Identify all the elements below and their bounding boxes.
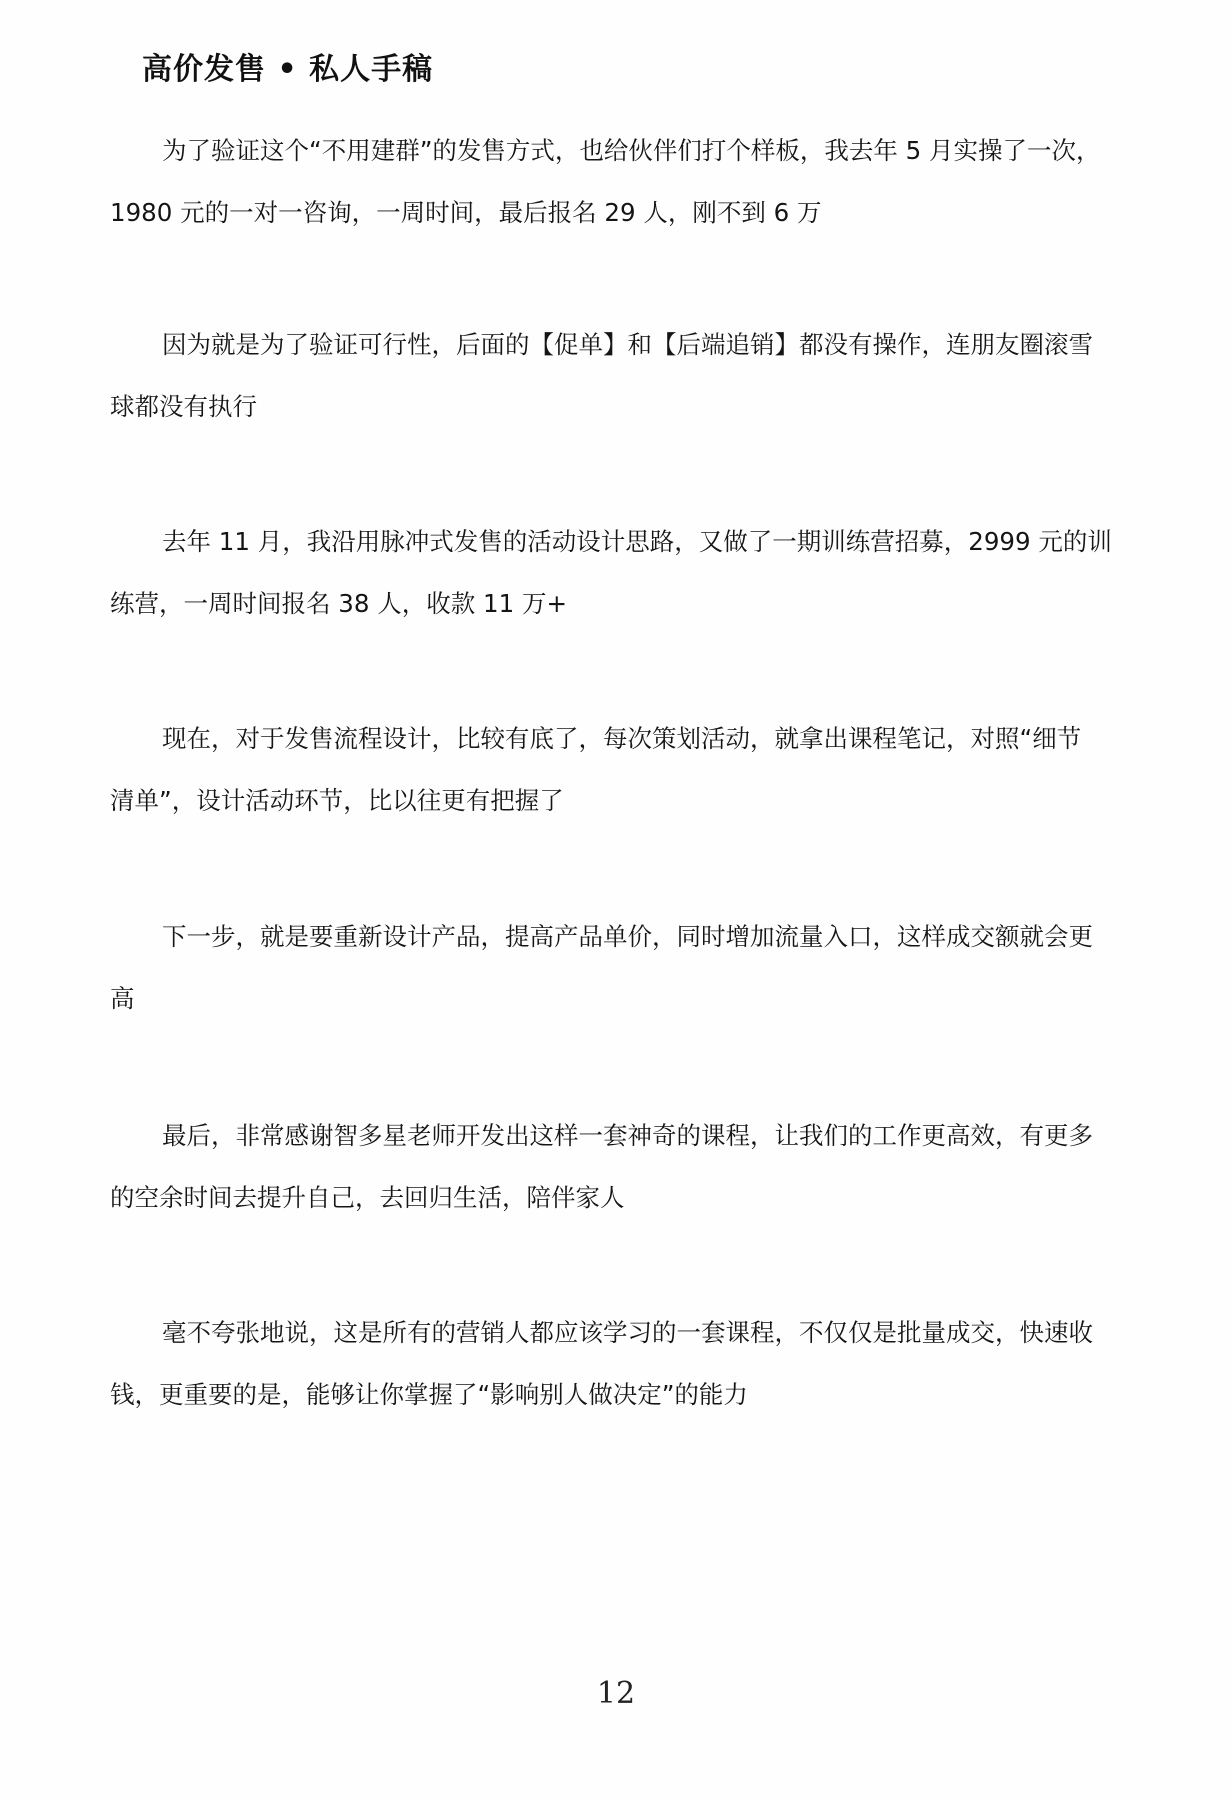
paragraph-line: 为了验证这个“不用建群”的发售方式，也给伙伴们打个样板，我去年 5 月实操了一次， bbox=[162, 136, 1101, 165]
paragraph-1 bbox=[110, 120, 1146, 244]
paragraph-line: 的空余时间去提升自己，去回归生活，陪伴家人 bbox=[110, 1183, 625, 1212]
paragraph-line: 最后，非常感谢智多星老师开发出这样一套神奇的课程，让我们的工作更高效，有更多 bbox=[162, 1121, 1093, 1150]
paragraph-line: 去年 11 月，我沿用脉冲式发售的活动设计思路，又做了一期训练营招募，2999 元的训 bbox=[162, 527, 1112, 556]
paragraph-line: 现在，对于发售流程设计，比较有底了，每次策划活动，就拿出课程笔记，对照“细节 bbox=[162, 724, 1082, 753]
paragraph-line: 因为就是为了验证可行性，后面的【促单】和【后端追销】都没有操作，连朋友圈滚雪 bbox=[162, 330, 1093, 359]
page-number: 12 bbox=[596, 1676, 636, 1711]
paragraph-7 bbox=[110, 1302, 1146, 1426]
paragraph-6 bbox=[110, 1105, 1146, 1229]
paragraph-line: 球都没有执行 bbox=[110, 392, 257, 421]
paragraph-line: 下一步，就是要重新设计产品，提高产品单价，同时增加流量入口，这样成交额就会更 bbox=[162, 922, 1093, 951]
paragraph-line: 毫不夸张地说，这是所有的营销人都应该学习的一套课程，不仅仅是批量成交，快速收 bbox=[162, 1318, 1093, 1347]
paragraph-4 bbox=[110, 708, 1146, 832]
paragraph-line: 练营，一周时间报名 38 人，收款 11 万+ bbox=[110, 589, 568, 618]
paragraph-3 bbox=[110, 511, 1146, 635]
paragraph-2 bbox=[110, 314, 1146, 438]
paragraph-5 bbox=[110, 906, 1146, 1030]
paragraph-line: 清单”，设计活动环节，比以往更有把握了 bbox=[110, 786, 564, 815]
paragraph-line: 高 bbox=[110, 984, 135, 1013]
document-header-title: 高价发售 • 私人手稿 bbox=[142, 52, 434, 87]
paragraph-line: 钱，更重要的是，能够让你掌握了“影响别人做决定”的能力 bbox=[110, 1380, 748, 1409]
paragraph-line: 1980 元的一对一咨询，一周时间，最后报名 29 人，刚不到 6 万 bbox=[110, 198, 822, 227]
